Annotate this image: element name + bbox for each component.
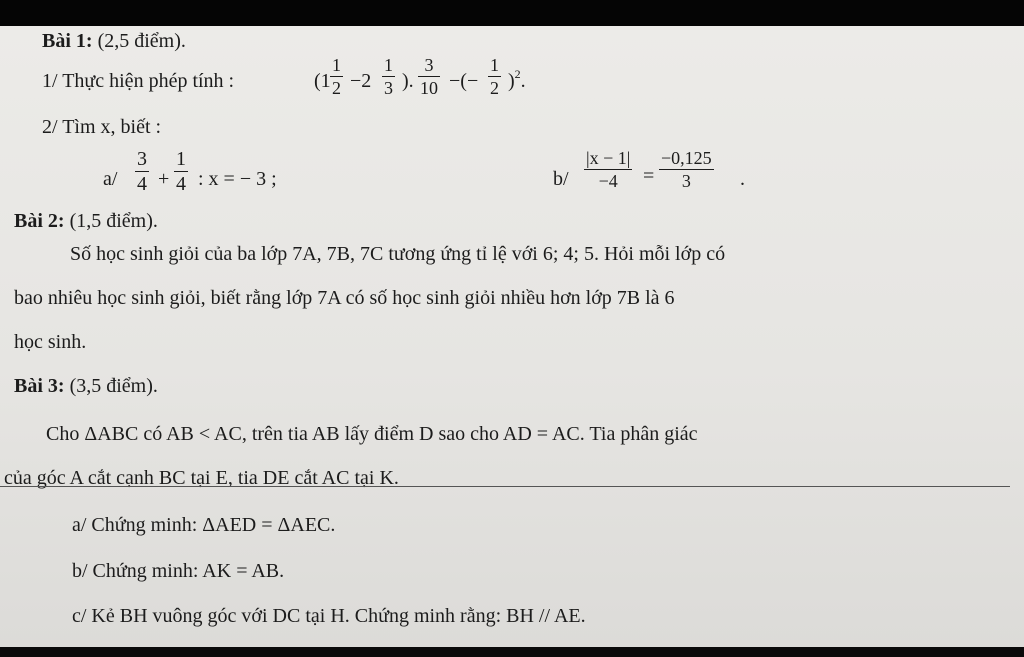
frac-numerator: 1 — [490, 55, 499, 75]
bai1-q2b-label: b/ — [553, 168, 569, 190]
bai1-q2b-frac1 — [584, 149, 632, 190]
frac-numerator: 1 — [332, 55, 341, 75]
frac-denominator: 3 — [384, 78, 393, 98]
bai1-q1-exp: 2 — [514, 67, 521, 81]
frac-bar — [418, 76, 440, 77]
frac-denominator: 4 — [176, 173, 186, 195]
frac-bar — [135, 171, 149, 172]
bai1-q1-end: . — [520, 70, 526, 92]
bai1-q1-minus2: −(− — [449, 70, 479, 92]
frac-bar — [382, 76, 395, 77]
frac-numerator: 3 — [137, 148, 147, 170]
top-black-border — [0, 0, 1024, 26]
bai1-q1-open: (1 — [314, 70, 331, 92]
bai1-q2b-end: . — [740, 168, 745, 190]
bai1-q2-label: 2/ Tìm x, biết : — [42, 116, 162, 138]
frac-bar — [488, 76, 501, 77]
frac-denominator: 4 — [137, 173, 147, 195]
frac-numerator: −0,125 — [661, 148, 712, 168]
bai3-line1: Cho ΔABC có AB < AC, trên tia AB lấy điểm D sao cho AD = AC. Tia phân giác — [46, 423, 698, 445]
bai1-q1-pow: ) — [508, 70, 515, 92]
bai1-q2b-eq: = — [643, 165, 655, 187]
frac-bar — [659, 169, 714, 170]
frac-bar — [330, 76, 343, 77]
bai1-q1-close: ). — [402, 70, 414, 92]
bai2-line3: học sinh. — [14, 331, 87, 353]
bai2-points: (1,5 điểm). — [69, 210, 158, 232]
frac-denominator: 2 — [490, 78, 499, 98]
bai1-q2a-plus: + — [158, 168, 170, 190]
bai3-points: (3,5 điểm). — [69, 375, 158, 397]
bai3-title: Bài 3: — [14, 375, 65, 397]
bai3-line2: của góc A cắt cạnh BC tại E, tia DE cắt AC tại K. — [4, 467, 399, 489]
frac-numerator: 1 — [176, 148, 186, 170]
bai1-heading — [42, 31, 186, 51]
bai2-line1: Số học sinh giỏi của ba lớp 7A, 7B, 7C tương ứng tỉ lệ với 6; 4; 5. Hỏi mỗi lớp có — [70, 243, 726, 265]
bai2-line2: bao nhiêu học sinh giỏi, biết rằng lớp 7A có số học sinh giỏi nhiều hơn lớp 7B là 6 — [14, 287, 675, 309]
bai1-points: (2,5 điểm). — [97, 30, 186, 52]
frac-denominator: 2 — [332, 78, 341, 98]
bai2-title: Bài 2: — [14, 210, 65, 232]
frac-denominator: 3 — [681, 171, 691, 191]
bai1-q1-frac3 — [418, 56, 440, 97]
bai1-title: Bài 1: — [42, 30, 93, 52]
bai3-heading — [14, 376, 158, 396]
bai1-q1-label: 1/ Thực hiện phép tính : — [42, 70, 235, 92]
bai1-q2b-frac2 — [659, 149, 714, 190]
frac-bar — [584, 169, 632, 170]
frac-numerator: |x − 1| — [586, 148, 631, 168]
bottom-black-border — [0, 647, 1024, 657]
frac-bar — [174, 171, 188, 172]
bai1-q1-frac1 — [330, 56, 343, 97]
bai1-q2a-rest: : x = − 3 ; — [198, 168, 277, 190]
frac-denominator: −4 — [598, 171, 618, 191]
bai2-heading — [14, 211, 158, 231]
bai3-part-b: b/ Chứng minh: AK = AB. — [72, 560, 285, 582]
underline-rule — [0, 486, 1010, 487]
frac-denominator: 10 — [420, 78, 438, 98]
bai1-q2a-frac2 — [174, 149, 188, 194]
bai1-q1-tail — [508, 67, 526, 92]
bai1-q1-frac4 — [488, 56, 501, 97]
bai1-q2a-frac1 — [135, 149, 149, 194]
frac-numerator: 1 — [384, 55, 393, 75]
bai1-q2a-label: a/ — [103, 168, 118, 190]
bai1-q1-frac2 — [382, 56, 395, 97]
bai1-q1-minus1: −2 — [350, 70, 372, 92]
frac-numerator: 3 — [424, 55, 434, 75]
bai3-part-a: a/ Chứng minh: ΔAED = ΔAEC. — [72, 514, 336, 536]
bai3-part-c: c/ Kẻ BH vuông góc với DC tại H. Chứng minh rằng: BH // AE. — [72, 605, 586, 627]
